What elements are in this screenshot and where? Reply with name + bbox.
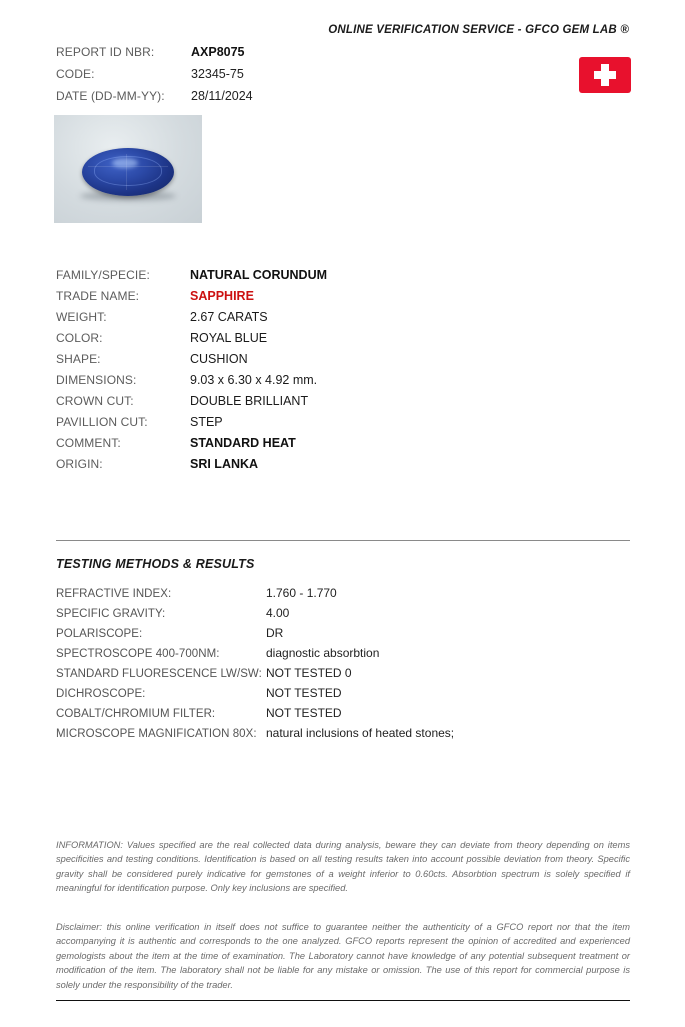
test-value: NOT TESTED [266, 706, 342, 720]
test-value: 1.760 - 1.770 [266, 586, 337, 600]
property-label: COMMENT: [56, 436, 121, 450]
test-value: diagnostic absorbtion [266, 646, 380, 660]
page-header-title: ONLINE VERIFICATION SERVICE - GFCO GEM LAB ® [328, 24, 629, 36]
test-value: NOT TESTED 0 [266, 666, 352, 680]
test-row-spectroscope [56, 646, 616, 666]
report-code-label: CODE: [56, 67, 95, 81]
gem-facet-line [88, 166, 168, 167]
information-note: INFORMATION: Values specified are the real collected data during analysis, beware they can deviate from theory depending on items specificities and testing conditions. Identification is based on all testing results taken into account possible deviation from theory. Specific gravity shall be considered purely indicative for gemstones of a weight inferior to 0.60cts. Absorbtion spectrum is solely specified if meaningful for identification purpose. Only key inclusions are specified. [56, 840, 630, 894]
test-row-polariscope [56, 626, 616, 646]
test-label: REFRACTIVE INDEX: [56, 588, 172, 600]
swiss-flag-icon [579, 57, 631, 93]
property-row-trade-name [56, 289, 516, 310]
disclaimer-note: Disclaimer: this online verification in itself does not suffice to guarantee neither the authenticity of a GFCO report nor that the item accompanying it is authentic and corresponds to the one analyzed. GFCO reports represent the opinion of accredited and experienced gemologists about the item at the time of examination. The Laboratory cannot have knowledge of any potential subsequent treatment or modification of the item. The laboratory shall not be liable for any mistake or omission. The use of this report for commercial purpose is solely under the responsibility of the trader. [56, 922, 630, 990]
gem-properties-list [56, 268, 516, 478]
flag-cross-horizontal [594, 71, 616, 79]
report-id-block [56, 45, 386, 111]
test-row-microscope [56, 726, 616, 746]
property-value: SAPPHIRE [190, 289, 254, 303]
property-label: TRADE NAME: [56, 289, 140, 303]
report-id-value: AXP8075 [191, 45, 245, 59]
test-label: SPECIFIC GRAVITY: [56, 608, 166, 620]
testing-results-list [56, 586, 616, 746]
property-row-shape [56, 352, 516, 373]
gemstone-cushion-shape [82, 148, 174, 196]
property-row-origin [56, 457, 516, 478]
gemstone-photo [54, 115, 202, 223]
test-label: COBALT/CHROMIUM FILTER: [56, 708, 216, 720]
property-value: STANDARD HEAT [190, 436, 296, 450]
property-row-crown-cut [56, 394, 516, 415]
property-value: ROYAL BLUE [190, 331, 268, 345]
property-value: NATURAL CORUNDUM [190, 268, 328, 282]
test-label: STANDARD FLUORESCENCE LW/SW: [56, 668, 262, 680]
test-value: 4.00 [266, 606, 290, 620]
property-value: 9.03 x 6.30 x 4.92 mm. [190, 373, 318, 387]
property-value: STEP [190, 415, 223, 429]
property-row-weight [56, 310, 516, 331]
property-label: FAMILY/SPECIE: [56, 268, 150, 282]
test-value: DR [266, 626, 284, 640]
property-value: SRI LANKA [190, 457, 259, 471]
test-row-dichroscope [56, 686, 616, 706]
report-code-value: 32345-75 [191, 67, 244, 81]
property-value: 2.67 CARATS [190, 310, 268, 324]
report-date-row [56, 89, 386, 103]
property-value: CUSHION [190, 352, 248, 366]
test-label: DICHROSCOPE: [56, 688, 146, 700]
property-label: CROWN CUT: [56, 394, 134, 408]
property-row-color [56, 331, 516, 352]
bottom-rule [56, 1000, 630, 1001]
test-label: SPECTROSCOPE 400-700NM: [56, 648, 220, 660]
testing-section-title: TESTING METHODS & RESULTS [56, 557, 255, 571]
property-label: COLOR: [56, 331, 103, 345]
test-row-refractive-index [56, 586, 616, 606]
section-divider [56, 540, 630, 541]
property-row-comment [56, 436, 516, 457]
test-row-cobalt-chromium-filter [56, 706, 616, 726]
test-row-specific-gravity [56, 606, 616, 626]
property-value: DOUBLE BRILLIANT [190, 394, 309, 408]
report-id-row [56, 45, 386, 59]
property-row-dimensions [56, 373, 516, 394]
test-value: NOT TESTED [266, 686, 342, 700]
gem-facet-line [126, 154, 127, 190]
property-label: DIMENSIONS: [56, 373, 137, 387]
property-row-pavillion-cut [56, 415, 516, 436]
test-label: POLARISCOPE: [56, 628, 143, 640]
report-code-row [56, 67, 386, 81]
property-row-family [56, 268, 516, 289]
report-date-value: 28/11/2024 [191, 89, 253, 103]
property-label: SHAPE: [56, 352, 101, 366]
property-label: ORIGIN: [56, 457, 103, 471]
test-value: natural inclusions of heated stones; [266, 726, 455, 740]
property-label: PAVILLION CUT: [56, 415, 148, 429]
report-date-label: DATE (DD-MM-YY): [56, 89, 165, 103]
test-label: MICROSCOPE MAGNIFICATION 80X: [56, 728, 257, 740]
property-label: WEIGHT: [56, 310, 107, 324]
report-id-label: REPORT ID NBR: [56, 45, 155, 59]
test-row-fluorescence [56, 666, 616, 686]
